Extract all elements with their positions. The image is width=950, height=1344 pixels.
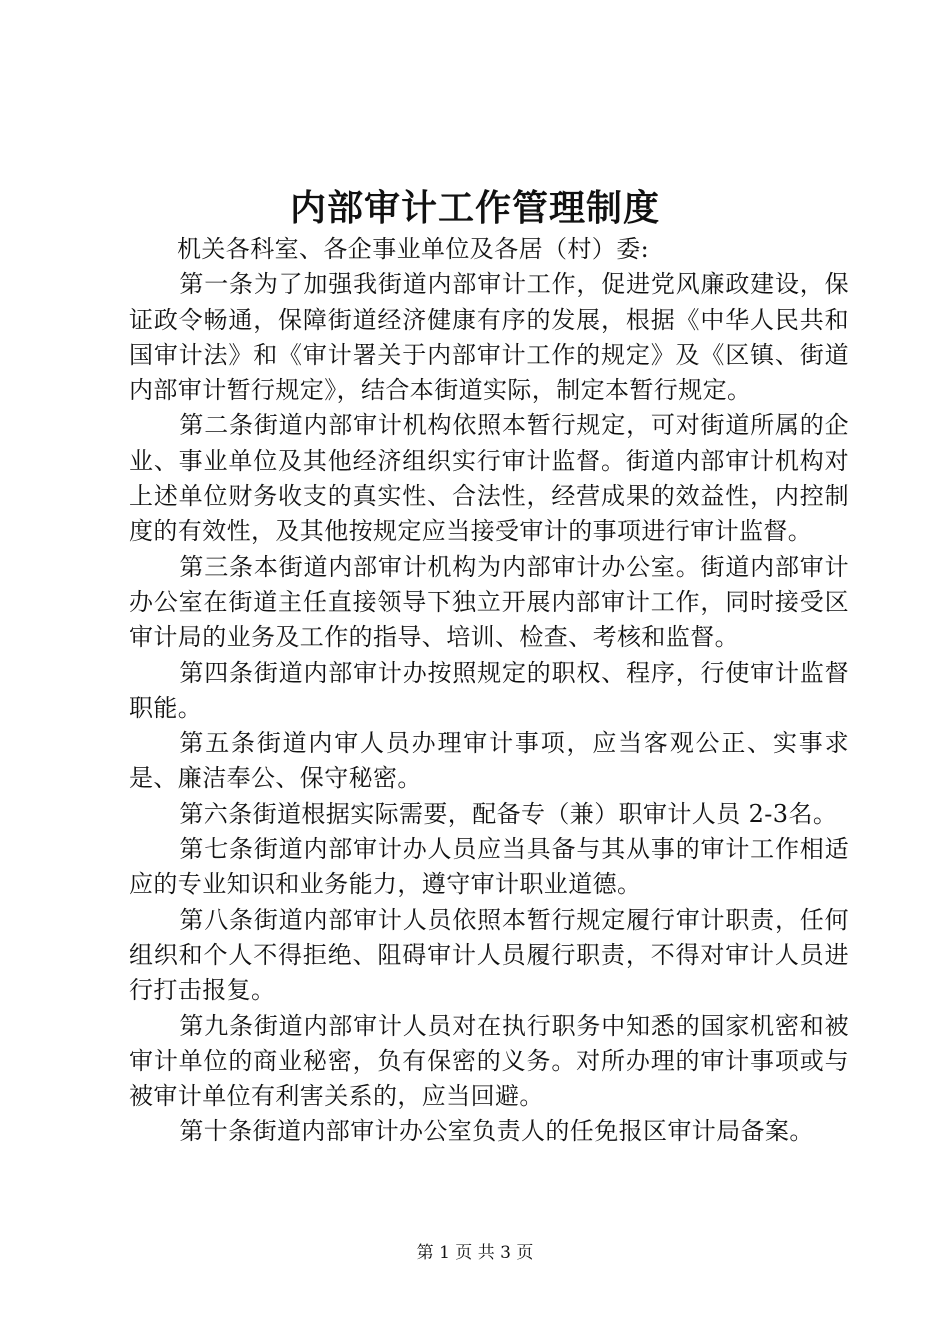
article-10: 第十条街道内部审计办公室负责人的任免报区审计局备案。 xyxy=(179,1117,814,1146)
article-7: 第七条街道内部审计办人员应当具备与其从事的审计工作相适应的专业知识和业务能力，遵守审计职业道德。 xyxy=(129,835,849,899)
document-body xyxy=(129,232,849,1150)
document-title: 内部审计工作管理制度 xyxy=(289,187,660,229)
page-number-footer: 第 1 页 共 3 页 xyxy=(416,1243,534,1263)
article-3: 第三条本街道内部审计机构为内部审计办公室。街道内部审计办公室在街道主任直接领导下独立开展内部审计工作，同时接受区审计局的业务及工作的指导、培训、检查、考核和监督。 xyxy=(129,552,849,652)
article-1: 第一条为了加强我街道内部审计工作，促进党风廉政建设，保证政令畅通，保障街道经济健康有序的发展，根据《中华人民共和国审计法》和《审计署关于内部审计工作的规定》及《区镇、街道内部审计暂行规定》，结合本街道实际，制定本暂行规定。 xyxy=(129,270,849,405)
addressee-line: 机关各科室、各企事业单位及各居（村）委: xyxy=(177,235,650,263)
article-6: 第六条街道根据实际需要，配备专（兼）职审计人员 2-3名。 xyxy=(179,799,838,828)
article-4: 第四条街道内部审计办按照规定的职权、程序，行使审计监督职能。 xyxy=(129,658,849,722)
article-2: 第二条街道内部审计机构依照本暂行规定，可对街道所属的企业、事业单位及其他经济组织实行审计监督。街道内部审计机构对上述单位财务收支的真实性、合法性，经营成果的效益性，内控制度的有效性，及其他按规定应当接受审计的事项进行审计监督。 xyxy=(129,411,849,546)
article-9: 第九条街道内部审计人员对在执行职务中知悉的国家机密和被审计单位的商业秘密，负有保密的义务。对所办理的审计事项或与被审计单位有利害关系的，应当回避。 xyxy=(129,1011,849,1111)
article-8: 第八条街道内部审计人员依照本暂行规定履行审计职责，任何组织和个人不得拒绝、阻碍审计人员履行职责，不得对审计人员进行打击报复。 xyxy=(129,905,849,1005)
article-5: 第五条街道内审人员办理审计事项，应当客观公正、实事求是、廉洁奉公、保守秘密。 xyxy=(129,729,849,793)
